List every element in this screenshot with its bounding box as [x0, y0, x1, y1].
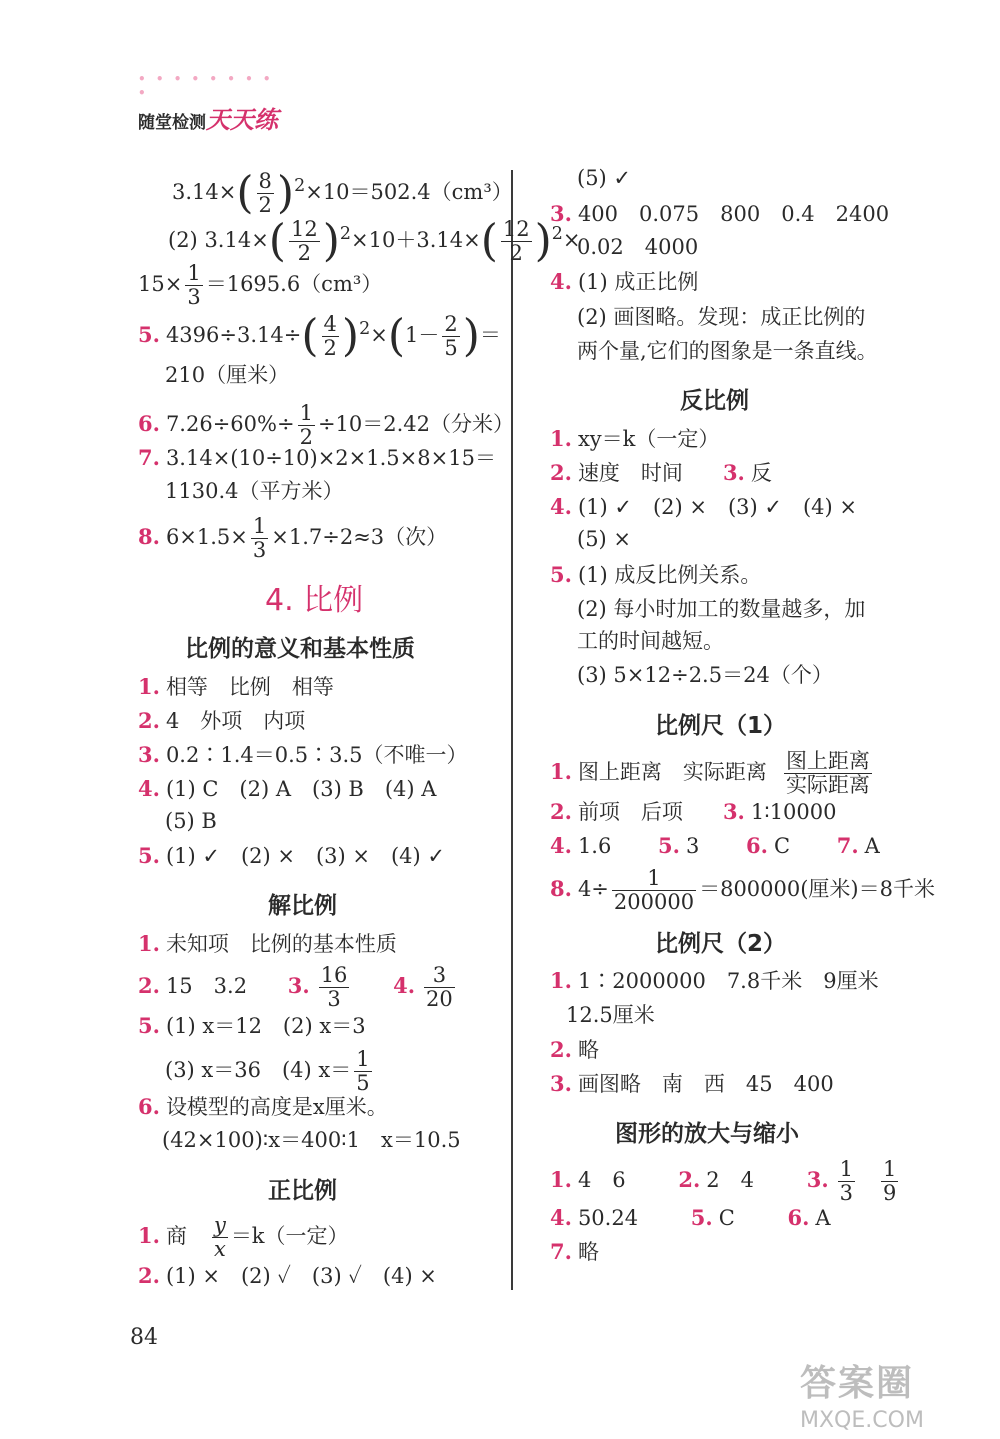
- answer-text: 速度 时间: [577, 461, 683, 485]
- answer-line: (2) 画图略。发现：成正比例的: [577, 305, 866, 329]
- question-number: 3.: [722, 460, 745, 485]
- question-number: 7.: [550, 1239, 572, 1264]
- answer-line: [550, 203, 889, 225]
- answer-line: [550, 462, 772, 484]
- answer-text: (1) ✓ (2) × (3) × (4) ✓: [165, 844, 446, 868]
- answer-line: 210（厘米）: [165, 363, 290, 387]
- brand-title: 随堂检测: [138, 113, 206, 133]
- chapter-title: 4. 比例: [265, 583, 364, 618]
- fraction: $\frac{1}{3}$: [187, 261, 201, 310]
- answer-line: [138, 447, 496, 469]
- fraction: $\frac{\text{图上距离}}{\text{实际距离}}$: [785, 749, 870, 798]
- answer-text: 4÷: [577, 877, 609, 902]
- answer-line: (5) B: [165, 809, 217, 833]
- answer-line: (2) 3.14×( $\frac{12}{2}$ )$^2$×10＋3.14×( $\frac{12}{2}$ )$^2$×: [168, 215, 581, 267]
- answer-text: 前项 后项: [577, 800, 683, 824]
- question-number: 3.: [138, 742, 160, 767]
- expr: ×1.7÷2≈3（次）: [271, 525, 448, 550]
- answer-line: (5) ×: [577, 527, 632, 551]
- question-number: 8.: [550, 876, 572, 902]
- answer-text: 图上距离 实际距离: [577, 760, 767, 785]
- question-number: 7.: [138, 445, 160, 470]
- question-number: 5.: [658, 833, 680, 858]
- answer-text: 反: [750, 461, 772, 485]
- answer-text: xy＝k（一定）: [577, 427, 720, 451]
- question-number: 3.: [722, 799, 745, 824]
- answer-text: 画图略 南 西 45 400: [577, 1072, 834, 1096]
- question-number: 1.: [138, 1223, 160, 1249]
- fraction: $\frac{1}{3}$: [839, 1157, 854, 1206]
- expr: ＝: [479, 323, 501, 348]
- question-number: 4.: [550, 494, 572, 519]
- question-number: 4.: [138, 776, 160, 801]
- answer-line: [550, 564, 761, 586]
- section-heading: 图形的放大与缩小: [615, 1121, 799, 1147]
- paren-close: ): [276, 167, 295, 219]
- answer-line: 0.02 4000: [577, 235, 699, 259]
- answer-text: 相等 比例 相等: [165, 675, 334, 699]
- answer-line: 1130.4（平方米）: [165, 479, 344, 503]
- expr: 15×: [138, 272, 183, 297]
- answer-text: C: [773, 834, 791, 858]
- answer-line: [138, 1265, 437, 1287]
- watermark-url: MXQE.COM: [800, 1408, 924, 1433]
- fraction: $\frac{1}{3}$: [252, 514, 267, 563]
- answer-line: [550, 1039, 599, 1061]
- answer-line: [138, 1015, 366, 1037]
- answer-line: [550, 750, 875, 797]
- fraction: $\frac{1}{200000}$: [613, 866, 695, 915]
- answer-line: 工的时间越短。: [577, 629, 724, 653]
- answer-line: 3.14×( $\frac{8}{2}$ )$^2$×10＝502.4（cm³）: [172, 167, 513, 219]
- watermark-text: 答案圈: [800, 1363, 915, 1404]
- expr: 3.14×: [204, 228, 269, 253]
- question-number: 4.: [393, 973, 416, 999]
- fraction: $\frac{8}{2}$: [258, 169, 272, 218]
- answer-line: [550, 867, 935, 914]
- question-number: 2.: [138, 973, 160, 999]
- expr: 1－: [404, 323, 440, 348]
- answer-line: [138, 845, 445, 867]
- answer-text: ＝800000(厘米)＝8千米: [699, 877, 935, 902]
- question-number: 2.: [138, 708, 160, 733]
- answer-line: [550, 1158, 901, 1205]
- question-number: 2.: [550, 1037, 572, 1062]
- question-number: 4.: [550, 1205, 572, 1230]
- question-number: 2.: [550, 799, 572, 824]
- expr: ÷10＝2.42（分米）: [317, 412, 515, 437]
- answer-line: (42×100)∶x＝400∶1 x＝10.5: [162, 1128, 461, 1152]
- answer-text: (3) x＝36 (4) x＝: [165, 1058, 352, 1083]
- sub-number: (2): [168, 228, 198, 253]
- answer-line: [138, 1096, 388, 1118]
- fraction: $\frac{1}{5}$: [356, 1047, 370, 1096]
- question-number: 1.: [138, 931, 160, 956]
- expr: ×10＋3.14×: [351, 228, 481, 253]
- fraction: $\frac{y}{x}$: [213, 1213, 226, 1262]
- expr: 3.14×(10÷10)×2×1.5×8×15＝: [165, 446, 496, 470]
- question-number: 6.: [138, 1094, 160, 1119]
- expr: 7.26÷60%÷: [165, 412, 295, 437]
- answer-line: [165, 1048, 375, 1095]
- answer-text: (1) × (2) ✓ (3) ✓ (4) ×: [165, 1264, 437, 1288]
- answer-line: (5) ✓: [577, 166, 632, 190]
- answer-text: 2 4: [706, 1168, 755, 1193]
- answer-line: (3) 5×12÷2.5＝24（个）: [577, 663, 833, 687]
- answer-text: A: [864, 834, 880, 858]
- answer-line: [550, 1207, 831, 1229]
- answer-text: 未知项 比例的基本性质: [165, 932, 397, 956]
- question-number: 4.: [550, 833, 572, 858]
- answer-line: [550, 1073, 834, 1095]
- expr: ×: [370, 323, 388, 348]
- answer-line: [550, 835, 880, 857]
- question-number: 6.: [787, 1205, 810, 1230]
- question-number: 1.: [550, 968, 572, 993]
- question-number: 3.: [806, 1167, 829, 1193]
- section-heading: 比例尺（2）: [655, 931, 787, 957]
- book-brand: [138, 72, 278, 135]
- column-divider: [511, 170, 513, 1290]
- fraction: $\frac{16}{3}$: [320, 963, 348, 1012]
- answer-text: (1) ✓ (2) × (3) ✓ (4) ×: [577, 495, 858, 519]
- answer-text: 1∶2000000 7.8千米 9厘米: [577, 969, 879, 993]
- answer-text: 略: [577, 1240, 599, 1264]
- brand-decoration: • • • • • • • • •: [138, 72, 274, 100]
- answer-text: 15 3.2: [165, 974, 248, 999]
- answer-line: (2) 每小时加工的数量越多，加: [577, 597, 866, 621]
- fraction: $\frac{12}{2}$: [502, 217, 530, 266]
- answer-line: [138, 710, 305, 732]
- answer-text: 50.24: [577, 1206, 639, 1230]
- answer-text: 0.2∶1.4＝0.5∶3.5（不唯一）: [165, 743, 468, 767]
- section-heading: 正比例: [268, 1178, 337, 1204]
- question-number: 2.: [138, 1263, 160, 1288]
- expr: 3.14×: [172, 180, 237, 205]
- answer-line: [550, 271, 698, 293]
- answer-line: [550, 496, 857, 518]
- answer-text: (1) x＝12 (2) x＝3: [165, 1014, 366, 1038]
- answer-text: 略: [577, 1038, 599, 1062]
- answer-line: [138, 1214, 349, 1261]
- page-number: 84: [130, 1325, 158, 1350]
- question-number: 3.: [550, 201, 572, 226]
- question-number: 1.: [138, 674, 160, 699]
- question-number: 6.: [138, 411, 160, 437]
- answer-text: (1) 成正比例: [577, 270, 699, 294]
- answer-line: [550, 1241, 599, 1263]
- answer-line: 12.5厘米: [566, 1003, 655, 1027]
- answer-text: 1.6: [577, 834, 612, 858]
- answer-line: [550, 970, 879, 992]
- paren-open: (: [236, 167, 254, 219]
- answer-line: [138, 515, 447, 562]
- question-number: 6.: [746, 833, 768, 858]
- fraction: $\frac{1}{2}$: [299, 401, 313, 450]
- answer-text: 商: [165, 1224, 187, 1249]
- answer-text: 4 6: [577, 1168, 626, 1193]
- answer-line: [550, 801, 837, 823]
- answer-text: 设模型的高度是x厘米。: [165, 1095, 388, 1119]
- answer-text: 3: [685, 834, 700, 858]
- section-heading: 解比例: [268, 893, 337, 919]
- answer-line: [138, 778, 436, 800]
- answer-line: 两个量,它们的图象是一条直线。: [577, 339, 878, 363]
- answer-line: [138, 744, 468, 766]
- question-number: 5.: [138, 322, 160, 348]
- brand-mark: 天天练: [206, 106, 278, 134]
- question-number: 5.: [138, 1013, 160, 1038]
- answer-text: 400 0.075 800 0.4 2400: [577, 202, 890, 226]
- section-heading: 比例的意义和基本性质: [185, 636, 415, 662]
- question-number: 4.: [550, 269, 572, 294]
- fraction: $\frac{1}{9}$: [883, 1157, 897, 1206]
- answer-line: [138, 402, 514, 449]
- question-number: 2.: [550, 460, 572, 485]
- question-number: 1.: [550, 759, 572, 785]
- question-number: 2.: [678, 1167, 701, 1193]
- answer-text: 1∶10000: [750, 800, 837, 824]
- answer-text: C: [718, 1206, 735, 1230]
- expr: ＝1695.6（cm³）: [205, 272, 383, 297]
- question-number: 3.: [287, 973, 310, 999]
- question-number: 3.: [550, 1071, 572, 1096]
- answer-line: [138, 964, 458, 1011]
- expr: ×: [562, 228, 581, 253]
- fraction: $\frac{2}{5}$: [444, 312, 458, 361]
- fraction: $\frac{12}{2}$: [290, 217, 318, 266]
- answer-text: 4 外项 内项: [165, 709, 306, 733]
- expr: 4396÷3.14÷: [165, 323, 302, 348]
- question-number: 5.: [690, 1205, 713, 1230]
- expr: 6×1.5×: [165, 525, 248, 550]
- question-number: 5.: [550, 562, 572, 587]
- section-heading: 比例尺（1）: [655, 713, 787, 739]
- expr: ×10＝502.4（cm³）: [305, 180, 513, 205]
- answer-line: [138, 676, 334, 698]
- fraction: $\frac{3}{20}$: [426, 963, 453, 1012]
- question-number: 5.: [138, 843, 160, 868]
- answer-line: 5. 4396÷3.14÷( $\frac{4}{2}$ )$^2$×(1－ $\frac{2}{5}$ )＝: [138, 310, 501, 362]
- answer-text: (1) 成反比例关系。: [577, 563, 762, 587]
- answer-line: [138, 933, 397, 955]
- answer-line: [550, 428, 719, 450]
- answer-text: A: [815, 1206, 831, 1230]
- question-number: 1.: [550, 426, 572, 451]
- question-number: 7.: [836, 833, 859, 858]
- question-number: 1.: [550, 1167, 572, 1193]
- answer-text: (1) C (2) A (3) B (4) A: [165, 777, 437, 801]
- answer-text: ＝k（一定）: [230, 1224, 349, 1249]
- section-heading: 反比例: [680, 388, 749, 414]
- fraction: $\frac{4}{2}$: [323, 312, 337, 361]
- watermark-logo: [800, 1355, 924, 1433]
- answer-line: [138, 262, 382, 309]
- question-number: 8.: [138, 524, 160, 550]
